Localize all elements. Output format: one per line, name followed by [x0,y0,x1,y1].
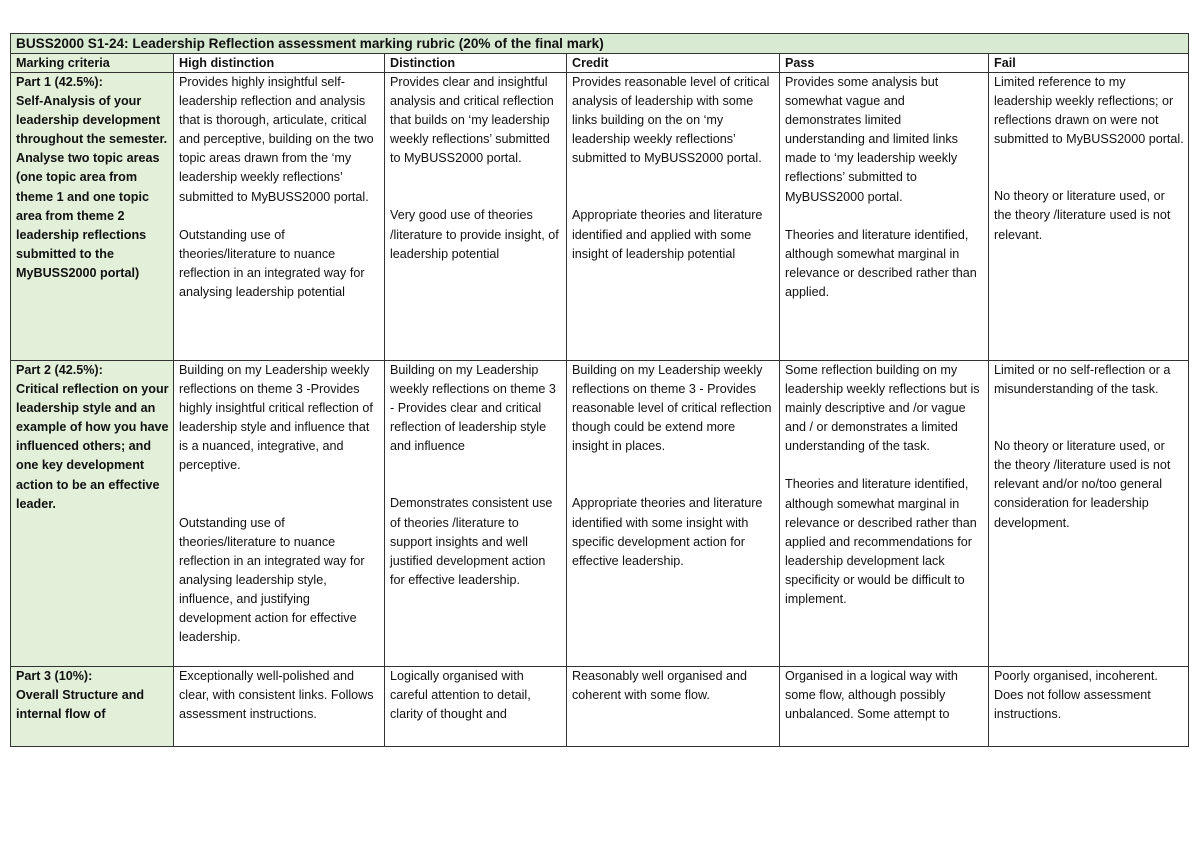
part1-pass [780,73,989,361]
cell-text: Provides clear and insightful analysis and critical reflection that builds on ‘my leadership weekly reflections’ submitted to MyBUSS2000 portal. [390,75,554,166]
marking-rubric-table [10,33,1189,747]
part3-distinction [385,667,567,747]
part1-fail [989,73,1189,361]
cell-text: Appropriate theories and literature identified and applied with some insight of leadership potential [572,208,763,261]
cell-text: Building on my Leadership weekly reflections on theme 3 -Provides highly insightful critical reflection of leadership style and influence that is a nuanced, integrative, and perceptive. [179,363,373,473]
cell-text: Some reflection building on my leadership weekly reflections but is mainly descriptive and /or vague and / or demonstrates a limited understanding of the task. [785,363,980,454]
cell-text: Demonstrates consistent use of theories /literature to support insights and well justified development action for effective leadership. [390,496,553,587]
part3-fail [989,667,1189,747]
cell-text: Provides some analysis but somewhat vague and demonstrates limited understanding and limited links made to ‘my leadership weekly reflections’ submitted to MyBUSS2000 portal. [785,75,958,204]
table-row [11,667,1189,747]
part3-credit [567,667,780,747]
header-distinction: Distinction [385,54,567,73]
part1-credit [567,73,780,361]
cell-text: No theory or literature used, or the theory /literature used is not relevant and/or no/too general consideration for leadership development. [994,439,1171,530]
cell-text: Limited or no self-reflection or a misunderstanding of the task. [994,363,1171,397]
header-row [11,54,1189,73]
header-marking-criteria: Marking criteria [11,54,174,73]
part3-high-distinction [174,667,385,747]
cell-text: Building on my Leadership weekly reflections on theme 3 - Provides reasonable level of critical reflection though could be extend more insight in places. [572,363,772,454]
criteria-part-2: Part 2 (42.5%): Critical reflection on your leadership style and an example of how you have influenced others; and one key development action to be an effective leader. [11,361,174,667]
cell-text: Theories and literature identified, although somewhat marginal in relevance or described rather than applied. [785,227,977,299]
part1-high-distinction [174,73,385,361]
part2-distinction [385,361,567,667]
cell-text: Very good use of theories /literature to provide insight, of leadership potential [390,208,559,261]
cell-text: Appropriate theories and literature identified with some insight with specific development action for effective leadership. [572,496,763,568]
part2-credit [567,361,780,667]
cell-text: Exceptionally well-polished and clear, with consistent links. Follows assessment instructions. [179,669,374,722]
cell-text: Provides reasonable level of critical analysis of leadership with some links building on the on ‘my leadership weekly reflections’ submitted to MyBUSS2000 portal. [572,75,770,166]
rubric-page [10,33,1188,747]
cell-text: Theories and literature identified, although somewhat marginal in relevance or described rather than applied and recommendations for leadership development lack specificity or would be difficult to implement. [785,477,977,607]
header-credit: Credit [567,54,780,73]
part2-high-distinction [174,361,385,667]
part2-fail [989,361,1189,667]
header-pass: Pass [780,54,989,73]
cell-text: Outstanding use of theories/literature to nuance reflection in an integrated way for analysing leadership potential [179,227,365,299]
cell-text: Poorly organised, incoherent. Does not follow assessment instructions. [994,669,1158,722]
table-row [11,73,1189,361]
cell-text: Building on my Leadership weekly reflections on theme 3 - Provides clear and critical reflection of leadership style and influence [390,363,556,454]
cell-text: Limited reference to my leadership weekly reflections; or reflections drawn on were not submitted to MyBUSS2000 portal. [994,75,1184,147]
cell-text: Outstanding use of theories/literature to nuance reflection in an integrated way for analysing leadership style, influence, and justifying development action for effective leadership. [179,515,365,645]
cell-text: Provides highly insightful self-leadership reflection and analysis that is thorough, articulate, critical and perceptive, building on the two topic areas drawn from the ‘my leadership weekly reflections’ submitted to MyBUSS2000 portal. [179,75,374,204]
criteria-part-3: Part 3 (10%): Overall Structure and internal flow of [11,667,174,747]
part3-pass [780,667,989,747]
cell-text: Organised in a logical way with some flow, although possibly unbalanced. Some attempt to [785,669,958,722]
table-row [11,361,1189,667]
cell-text: Reasonably well organised and coherent with some flow. [572,669,748,703]
rubric-title: BUSS2000 S1-24: Leadership Reflection assessment marking rubric (20% of the final mark) [11,34,1189,54]
header-fail: Fail [989,54,1189,73]
header-high-distinction: High distinction [174,54,385,73]
cell-text: No theory or literature used, or the theory /literature used is not relevant. [994,189,1171,242]
part2-pass [780,361,989,667]
part1-distinction [385,73,567,361]
criteria-part-1: Part 1 (42.5%): Self-Analysis of your leadership development throughout the semester. Analyse two topic areas (one topic area from theme 1 and one topic area from theme 2 leadership reflections submitted to the MyBUSS2000 portal) [11,73,174,361]
cell-text: Logically organised with careful attention to detail, clarity of thought and [390,669,531,722]
